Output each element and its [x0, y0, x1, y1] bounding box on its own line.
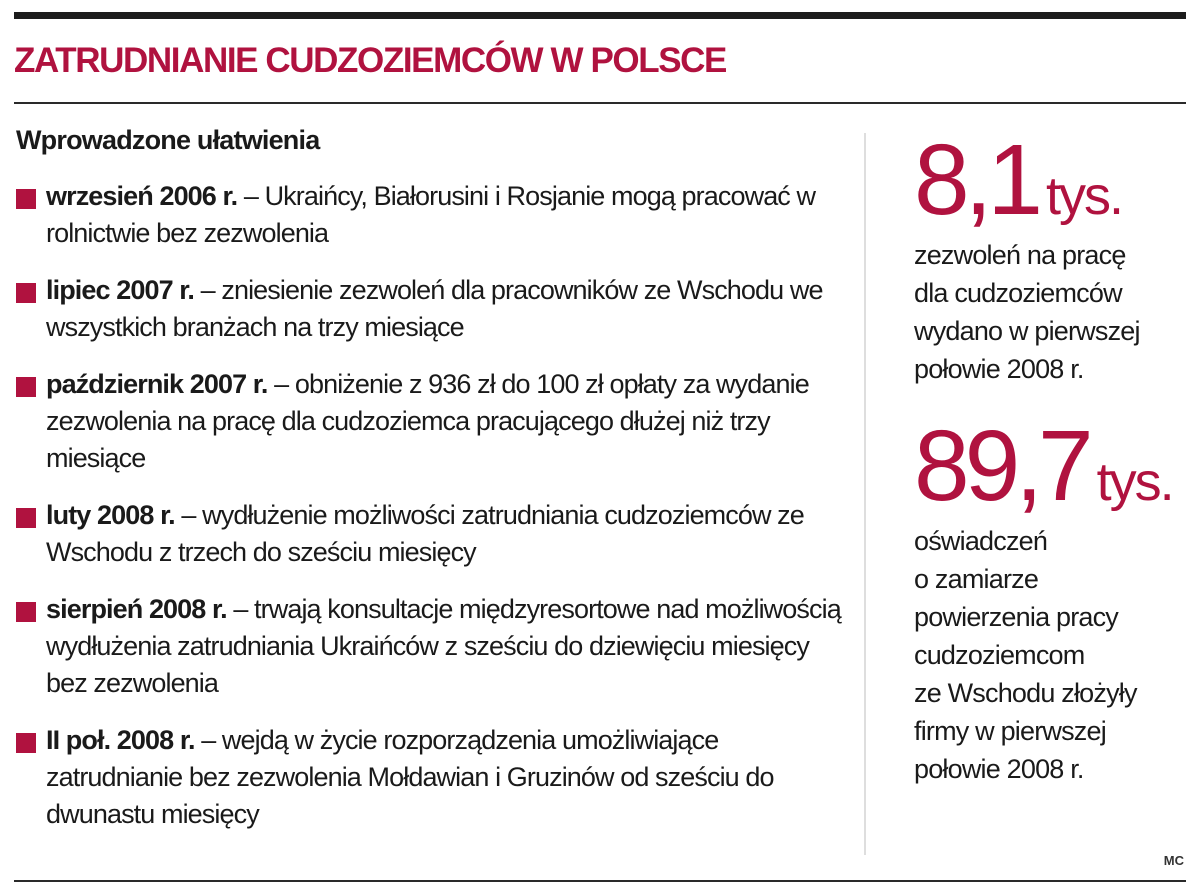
facilitations-section [16, 120, 846, 833]
item-text: – Ukraińcy, Białorusini i Rosjanie mogą pracować w rolnictwie bez zezwolenia [46, 181, 816, 248]
section-subtitle: Wprowadzone ułatwienia [16, 125, 320, 155]
square-bullet-icon [16, 377, 36, 397]
stat-permits [914, 124, 1184, 388]
stat-figure [914, 124, 1184, 236]
item-date: październik 2007 r. [46, 369, 268, 399]
item-date: luty 2008 r. [46, 500, 175, 530]
stat-line: ze Wschodu złożyły [914, 678, 1137, 708]
stat-figure [914, 410, 1184, 522]
square-bullet-icon [16, 508, 36, 528]
item-text: – zniesienie zezwoleń dla pracowników ze Wschodu we wszystkich branżach na trzy miesiące [46, 275, 823, 342]
stat-line: oświadczeń [914, 526, 1048, 556]
list-item [16, 366, 846, 477]
bottom-rule [14, 880, 1186, 882]
stat-value: 8,1 [914, 124, 1039, 236]
list-item [16, 591, 846, 702]
top-rule [14, 12, 1186, 19]
stat-line: zezwoleń na pracę [914, 240, 1126, 270]
stat-line: cudzoziemcom [914, 640, 1085, 670]
title-divider [14, 102, 1186, 104]
stat-unit: tys. [1046, 166, 1123, 226]
list-item [16, 178, 846, 252]
stat-unit: tys. [1096, 452, 1173, 512]
item-date: sierpień 2008 r. [46, 594, 227, 624]
stat-description [914, 236, 1184, 388]
item-text: – trwają konsultacje międzyresortowe nad możliwością wydłużenia zatrudniania Ukraińców z sześciu do dziewięciu miesięcy bez zezwolenia [46, 594, 841, 698]
stat-line: powierzenia pracy [914, 602, 1119, 632]
item-date: II poł. 2008 r. [46, 725, 195, 755]
square-bullet-icon [16, 602, 36, 622]
stat-line: wydano w pierwszej [914, 316, 1140, 346]
stat-line: połowie 2008 r. [914, 754, 1084, 784]
facilitations-list [16, 178, 846, 833]
stat-description [914, 522, 1184, 788]
item-text: – wydłużenie możliwości zatrudniania cudzoziemców ze Wschodu z trzech do sześciu miesięcy [46, 500, 804, 567]
stat-declarations [914, 410, 1184, 788]
stat-line: dla cudzoziemców [914, 278, 1122, 308]
stats-column [914, 124, 1184, 788]
list-item [16, 722, 846, 833]
square-bullet-icon [16, 733, 36, 753]
stat-line: połowie 2008 r. [914, 354, 1084, 384]
stat-line: o zamiarze [914, 564, 1039, 594]
author-credit: MC [1163, 853, 1184, 868]
item-date: lipiec 2007 r. [46, 275, 195, 305]
square-bullet-icon [16, 189, 36, 209]
item-text: – obniżenie z 936 zł do 100 zł opłaty za wydanie zezwolenia na pracę dla cudzoziemca pracującego dłużej niż trzy miesiące [46, 369, 809, 473]
column-divider [864, 133, 866, 855]
page-title: ZATRUDNIANIE CUDZOZIEMCÓW W POLSCE [14, 41, 726, 80]
item-date: wrzesień 2006 r. [46, 181, 238, 211]
list-item [16, 497, 846, 571]
stat-line: firmy w pierwszej [914, 716, 1106, 746]
item-text: – wejdą w życie rozporządzenia umożliwiające zatrudnianie bez zezwolenia Mołdawian i Gruzinów od sześciu do dwunastu miesięcy [46, 725, 774, 829]
list-item [16, 272, 846, 346]
stat-value: 89,7 [914, 410, 1089, 522]
square-bullet-icon [16, 283, 36, 303]
